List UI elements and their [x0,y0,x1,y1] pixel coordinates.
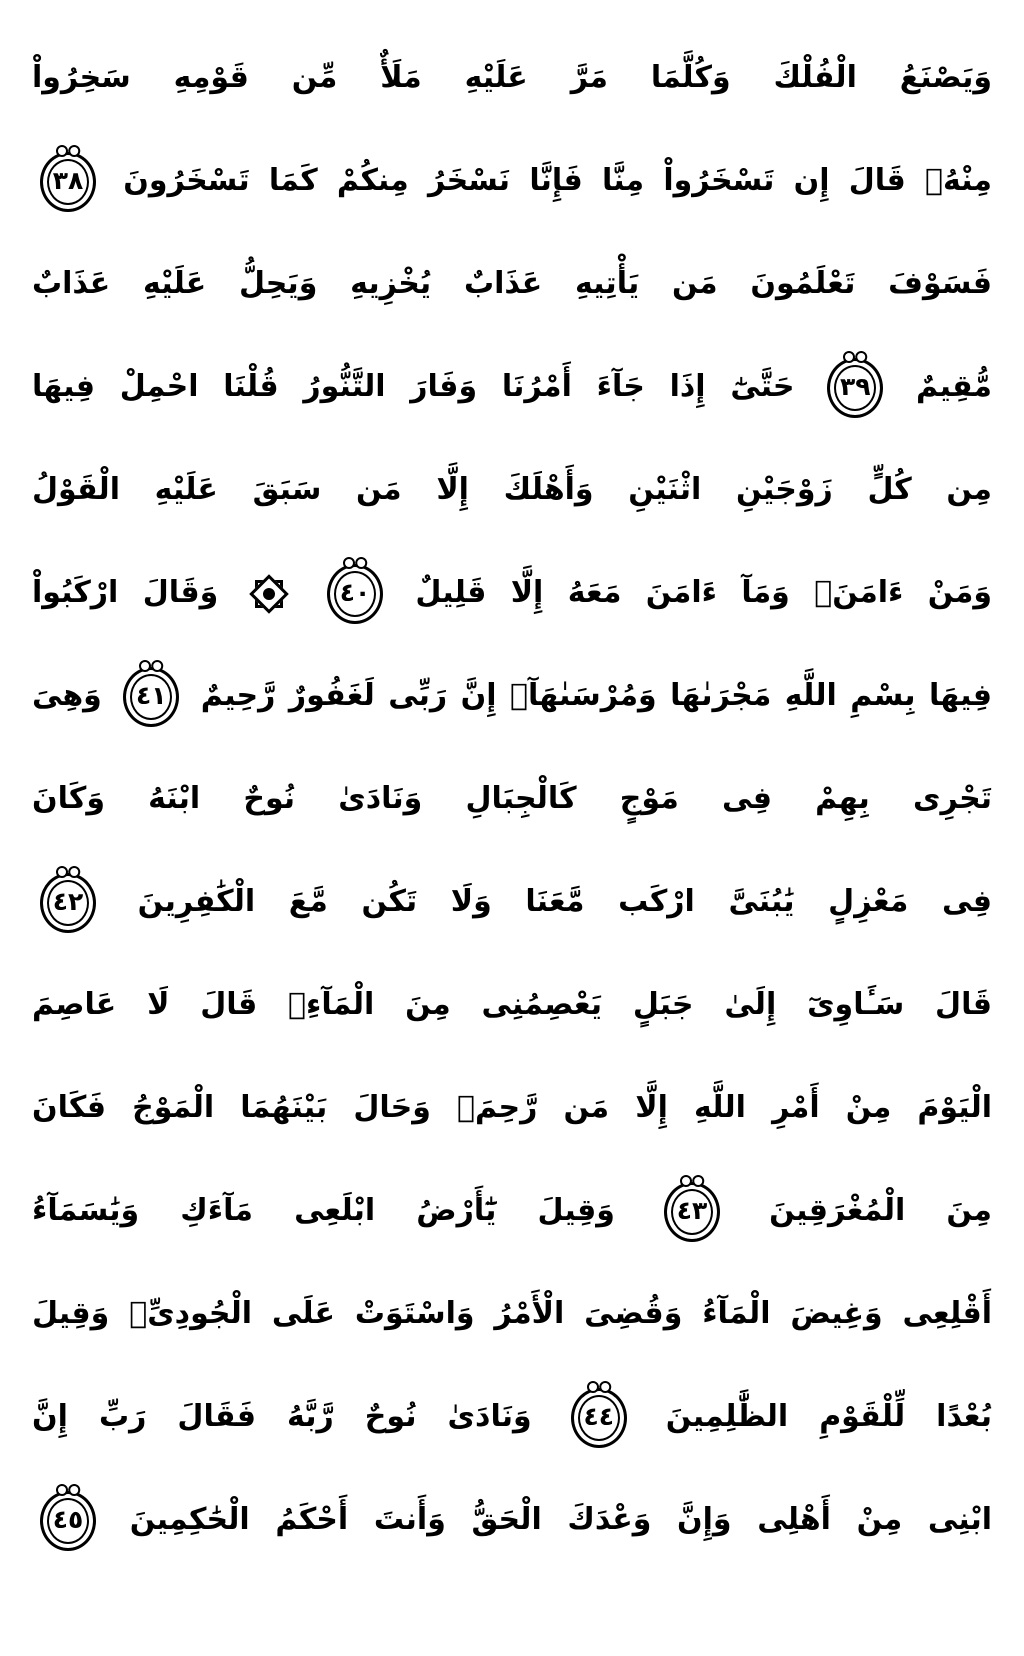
ayah-text: مِنْهُۚ قَالَ إِن تَسْخَرُواْ مِنَّا فَإِنَّا نَسْخَرُ مِنكُمْ كَمَا تَسْخَرُونَ [123,163,992,198]
mushaf-line [32,1159,992,1262]
ayah-end-marker [40,152,96,212]
mushaf-line [32,335,992,438]
mushaf-line [32,129,992,232]
ayah-text: وَنَادَىٰ نُوحٌ رَّبَّهُ فَقَالَ رَبِّ إِنَّ [32,1399,532,1434]
ayah-text: وَقَالَ ارْكَبُواْ [32,575,219,610]
ayah-text: ابْنِى مِنْ أَهْلِى وَإِنَّ وَعْدَكَ الْحَقُّ وَأَنتَ أَحْكَمُ الْحَٰكِمِينَ [129,1502,992,1537]
ayah-text: وَهِىَ [32,678,102,713]
ayah-number: ٣٨ [52,165,84,195]
ayah-number: ٣٩ [840,371,871,401]
mushaf-line [32,1365,992,1468]
mushaf-line [32,541,992,644]
rub-el-hizb-center-dot [263,588,275,600]
ayah-end-marker [664,1182,720,1242]
ayah-end-marker [571,1388,627,1448]
ayah-text: وَيَصْنَعُ الْفُلْكَ وَكُلَّمَا مَرَّ عَلَيْهِ مَلَأٌ مِّن قَوْمِهِ سَخِرُواْ [32,60,992,95]
ayah-text: مُّقِيمٌ [916,369,992,404]
mushaf-line [32,1056,992,1159]
ayah-number: ٤٣ [676,1195,708,1225]
mushaf-line [32,1262,992,1365]
mushaf-line [32,1468,992,1571]
ayah-text: مِن كُلٍّ زَوْجَيْنِ اثْنَيْنِ وَأَهْلَكَ إِلَّا مَن سَبَقَ عَلَيْهِ الْقَوْلُ [32,472,992,507]
ayah-text: قَالَ سَـَٔاوِىٓ إِلَىٰ جَبَلٍ يَعْصِمُنِى مِنَ الْمَآءِۚ قَالَ لَا عَاصِمَ [32,987,992,1022]
ayah-end-marker [40,1491,96,1551]
ayah-text: مِنَ الْمُغْرَقِينَ [769,1193,992,1228]
mushaf-line [32,232,992,335]
ayah-text: حَتَّىٰٓ إِذَا جَآءَ أَمْرُنَا وَفَارَ التَّنُّورُ قُلْنَا احْمِلْ فِيهَا [32,369,795,404]
ayah-text: فِيهَا بِسْمِ اللَّهِ مَجْرَىٰهَا وَمُرْسَىٰهَآۚ إِنَّ رَبِّى لَغَفُورٌ رَّحِيمٌ [200,678,992,713]
ayah-end-marker [40,873,96,933]
ayah-number: ٤٠ [339,577,371,607]
ayah-number: ٤١ [136,680,167,710]
ayah-text: الْيَوْمَ مِنْ أَمْرِ اللَّهِ إِلَّا مَن رَّحِمَۚ وَحَالَ بَيْنَهُمَا الْمَوْجُ فَكَانَ [32,1090,992,1125]
ayah-end-marker [827,358,883,418]
ayah-text: بُعْدًا لِّلْقَوْمِ الظَّٰلِمِينَ [665,1399,992,1434]
ayah-end-marker [123,667,179,727]
ayah-number: ٤٢ [52,886,84,916]
mushaf-line [32,953,992,1056]
ayah-number: ٤٥ [52,1504,84,1534]
mushaf-line [32,747,992,850]
ayah-text: أَقْلِعِى وَغِيضَ الْمَآءُ وَقُضِىَ الْأَمْرُ وَاسْتَوَتْ عَلَى الْجُودِىِّۖ وَقِيلَ [32,1296,992,1331]
mushaf-line [32,644,992,747]
ayah-number: ٤٤ [583,1401,614,1431]
ayah-text: وَمَنْ ءَامَنَۚ وَمَآ ءَامَنَ مَعَهُ إِلَّا قَلِيلٌ [415,575,992,610]
mushaf-line [32,438,992,541]
ayah-text: تَجْرِى بِهِمْ فِى مَوْجٍ كَالْجِبَالِ وَنَادَىٰ نُوحٌ ابْنَهُ وَكَانَ [32,781,992,816]
ayah-end-marker [327,564,383,624]
mushaf-line [32,26,992,129]
ayah-text: فِى مَعْزِلٍ يَٰبُنَىَّ ارْكَب مَّعَنَا وَلَا تَكُن مَّعَ الْكَٰفِرِينَ [137,884,992,919]
ayah-text: فَسَوْفَ تَعْلَمُونَ مَن يَأْتِيهِ عَذَابٌ يُخْزِيهِ وَيَحِلُّ عَلَيْهِ عَذَابٌ [32,266,992,301]
mushaf-line [32,850,992,953]
rub-el-hizb-icon [247,572,291,616]
ayah-text: وَقِيلَ يَٰٓأَرْضُ ابْلَعِى مَآءَكِ وَيَٰسَمَآءُ [32,1193,615,1228]
